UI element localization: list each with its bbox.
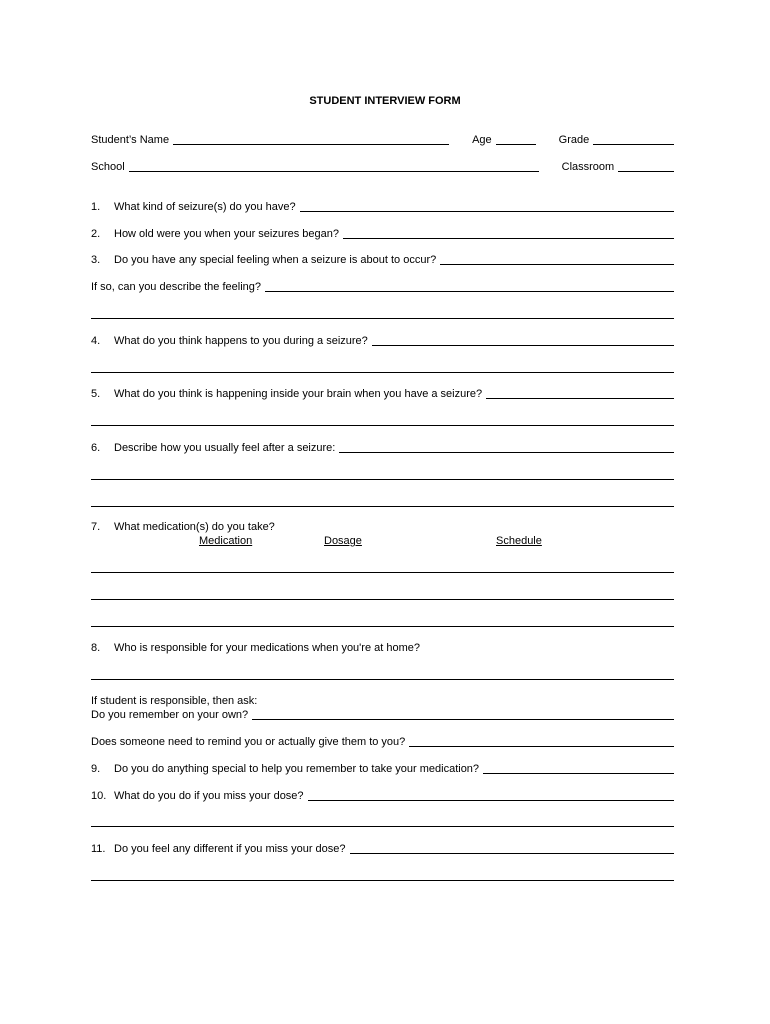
school-field[interactable] [129, 171, 539, 172]
q2-number: 2. [91, 228, 101, 240]
age-label: Age [472, 134, 492, 146]
question-4 [91, 334, 674, 348]
q8-follow-a-text: Do you remember on your own? [91, 709, 249, 721]
medication-line-2[interactable] [91, 599, 674, 600]
schedule-column-header: Schedule [496, 535, 542, 547]
question-11 [91, 842, 674, 856]
q10-number: 10. [91, 790, 107, 802]
q6-extra-line-1[interactable] [91, 479, 674, 480]
q10-text: What do you do if you miss your dose? [114, 790, 304, 802]
q3-text: Do you have any special feeling when a seizure is about to occur? [114, 254, 437, 266]
q8-follow-a-field[interactable] [252, 719, 674, 720]
classroom-label: Classroom [561, 161, 615, 173]
question-3 [91, 253, 674, 267]
q8-follow-b [91, 735, 674, 749]
question-2 [91, 227, 674, 241]
q8-number: 8. [91, 642, 101, 654]
q3-number: 3. [91, 254, 101, 266]
q4-text: What do you think happens to you during a seizure? [114, 335, 368, 347]
question-1 [91, 200, 674, 214]
q11-text: Do you feel any different if you miss your dose? [114, 843, 346, 855]
q8-follow-b-field[interactable] [409, 746, 674, 747]
q8-text: Who is responsible for your medications when you're at home? [114, 642, 420, 654]
q8-answer-line[interactable] [91, 679, 674, 680]
dosage-column-header: Dosage [324, 535, 362, 547]
q8-follow-a [91, 708, 674, 722]
q8-follow-b-text: Does someone need to remind you or actually give them to you? [91, 736, 406, 748]
q1-number: 1. [91, 201, 101, 213]
question-3-follow-up [91, 280, 674, 294]
grade-label: Grade [558, 134, 590, 146]
q3-follow-answer-field[interactable] [265, 291, 674, 292]
age-field[interactable] [496, 144, 536, 145]
q3-follow-text: If so, can you describe the feeling? [91, 281, 261, 293]
q5-extra-line[interactable] [91, 425, 674, 426]
q1-text: What kind of seizure(s) do you have? [114, 201, 296, 213]
q9-number: 9. [91, 763, 101, 775]
q7-text: What medication(s) do you take? [114, 521, 275, 533]
q5-answer-field[interactable] [486, 398, 674, 399]
header-row-name [91, 133, 674, 147]
q11-answer-field[interactable] [350, 853, 674, 854]
form-title: STUDENT INTERVIEW FORM [309, 95, 461, 107]
question-9 [91, 762, 674, 776]
q5-text: What do you think is happening inside your brain when you have a seizure? [114, 388, 483, 400]
student-name-label: Student’s Name [91, 134, 170, 146]
question-7 [91, 521, 275, 534]
q6-answer-field[interactable] [339, 452, 674, 453]
q4-answer-field[interactable] [372, 345, 674, 346]
q11-extra-line[interactable] [91, 880, 674, 881]
q9-answer-field[interactable] [483, 773, 674, 774]
school-label: School [91, 161, 125, 173]
grade-field[interactable] [593, 144, 674, 145]
q11-number: 11. [91, 843, 106, 855]
q10-answer-field[interactable] [308, 800, 674, 801]
question-8 [91, 642, 420, 655]
q2-text: How old were you when your seizures began? [114, 228, 340, 240]
medication-line-3[interactable] [91, 626, 674, 627]
student-name-field[interactable] [173, 144, 449, 145]
q8-follow-intro: If student is responsible, then ask: [91, 695, 258, 707]
q6-number: 6. [91, 442, 101, 454]
q4-number: 4. [91, 335, 101, 347]
q2-answer-field[interactable] [343, 238, 674, 239]
q3-extra-line[interactable] [91, 318, 674, 319]
q1-answer-field[interactable] [300, 211, 674, 212]
q6-extra-line-2[interactable] [91, 506, 674, 507]
medication-line-1[interactable] [91, 572, 674, 573]
medication-column-header: Medication [199, 535, 253, 547]
question-10 [91, 789, 674, 803]
classroom-field[interactable] [618, 171, 674, 172]
q3-answer-field[interactable] [440, 264, 674, 265]
q7-number: 7. [91, 521, 101, 533]
q10-extra-line[interactable] [91, 826, 674, 827]
question-5 [91, 387, 674, 401]
q5-number: 5. [91, 388, 101, 400]
question-6 [91, 441, 674, 455]
q9-text: Do you do anything special to help you remember to take your medication? [114, 763, 480, 775]
q4-extra-line[interactable] [91, 372, 674, 373]
q6-text: Describe how you usually feel after a seizure: [114, 442, 336, 454]
header-row-school [91, 160, 674, 174]
